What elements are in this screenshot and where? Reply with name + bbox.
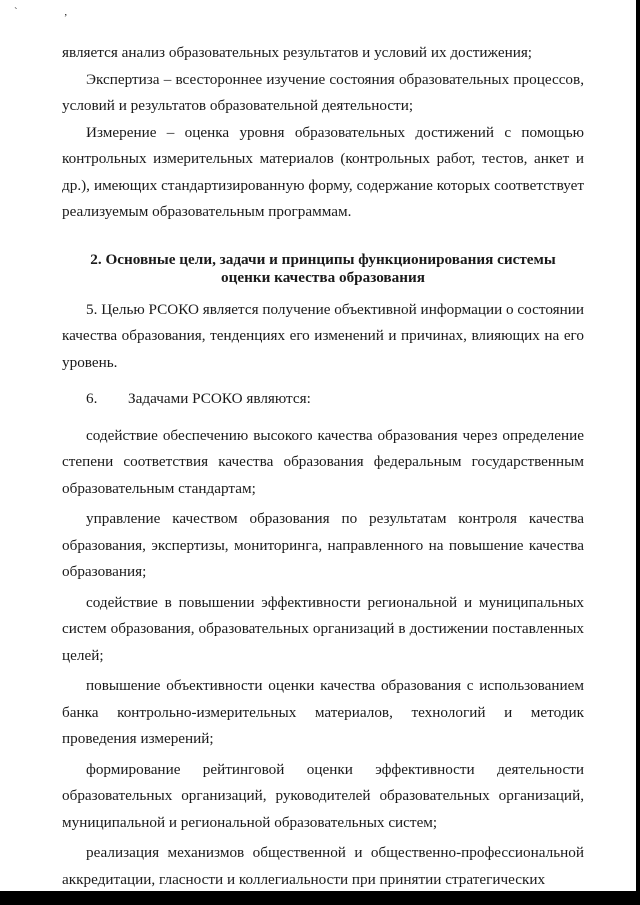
paragraph-measurement: Измерение – оценка уровня образовательных достижений с помощью контрольных измерительных материалов (контрольных работ, тестов, анкет и др.), имеющих стандартизированную форму, содержание которых соответствует реализуемым образовательным программам. — [62, 123, 584, 220]
task-item: содействие обеспечению высокого качества образования через определение степени соответствия качества образования федеральным государственным образовательным стандартам; — [62, 426, 584, 497]
item-5-goal: 5. Целью РСОКО является получение объективной информации о состоянии качества образования, тенденциях его изменений и причинах, влияющих на его уровень. — [62, 300, 584, 371]
paragraph-expertise: Экспертиза – всестороннее изучение состояния образовательных процессов, условий и результатов образовательной деятельности; — [62, 70, 584, 114]
scan-bottom-edge — [0, 891, 640, 905]
task-item: формирование рейтинговой оценки эффективности деятельности образовательных организаций, руководителей образовательных организаций, муниципальной и региональной образовательных систем; — [62, 760, 584, 831]
task-item: реализация механизмов общественной и общественно-профессиональной аккредитации, гласности и коллегиальности при принятии стратегических — [62, 844, 584, 888]
task-item: управление качеством образования по результатам контроля качества образования, экспертизы, мониторинга, направленного на повышение качества образования; — [62, 510, 584, 580]
scan-right-edge — [636, 0, 640, 905]
document-body — [62, 40, 584, 893]
paragraph-definition-tail: является анализ образовательных результатов и условий их достижения; — [62, 44, 533, 61]
task-item: повышение объективности оценки качества образования с использованием банка контрольно-измерительных материалов, технологий и методик проведения измерений; — [62, 677, 584, 747]
section-heading-line2: оценки качества образования — [221, 268, 425, 286]
section-heading-line1: 2. Основные цели, задачи и принципы функционирования системы — [90, 250, 556, 268]
item-6-tasks-intro — [62, 386, 584, 413]
item-6-number: 6. — [86, 390, 98, 407]
scan-marks: ` , — [14, 6, 90, 18]
task-item: содействие в повышении эффективности региональной и муниципальных систем образования, образовательных организаций в достижении поставленных целей; — [62, 593, 584, 664]
item-6-text: Задачами РСОКО являются: — [128, 390, 311, 407]
section-heading — [62, 251, 584, 287]
